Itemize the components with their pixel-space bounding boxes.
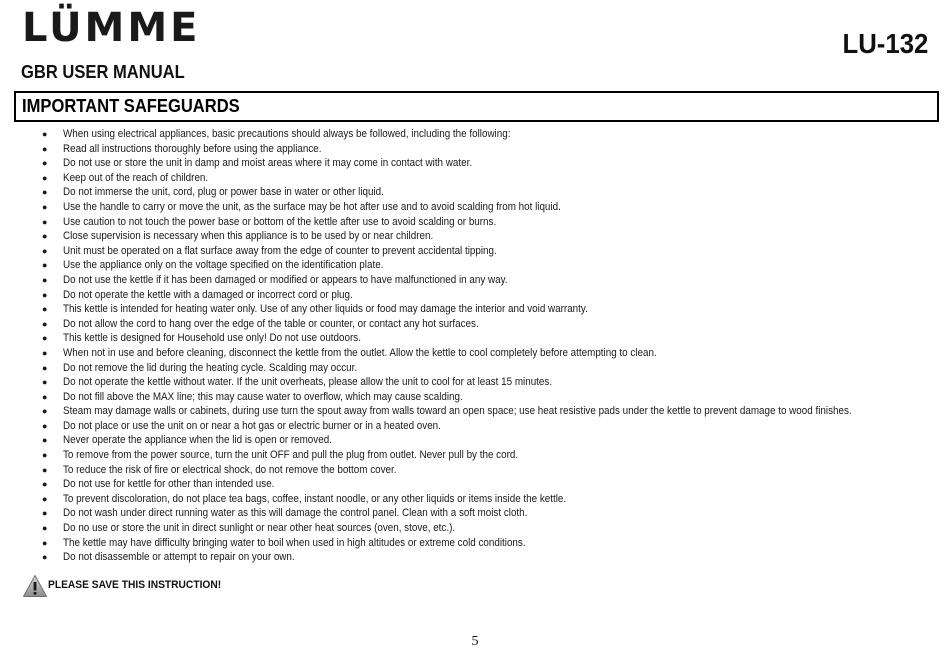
- safeguard-item: [0, 302, 950, 317]
- safeguard-text: Never operate the appliance when the lid is open or removed.: [63, 434, 332, 447]
- bullet-icon: ●: [42, 216, 48, 227]
- safeguard-item: [0, 404, 950, 419]
- bullet-icon: ●: [42, 318, 48, 329]
- bullet-icon: ●: [42, 493, 48, 504]
- safeguard-item: [0, 375, 950, 390]
- safeguards-list: [0, 127, 950, 565]
- bullet-icon: ●: [42, 537, 48, 548]
- bullet-icon: ●: [42, 260, 48, 271]
- bullet-icon: ●: [42, 479, 48, 490]
- safeguard-item: [0, 142, 950, 157]
- page-number: 5: [471, 634, 479, 649]
- safeguard-text: When using electrical appliances, basic precautions should always be followed, including the following:: [63, 128, 511, 140]
- safeguard-text: Do not disassemble or attempt to repair on your own.: [63, 551, 295, 564]
- safeguard-text: Read all instructions thoroughly before using the appliance.: [63, 142, 322, 155]
- safeguard-text: Do not use for kettle for other than intended use.: [63, 478, 275, 491]
- safeguard-text: Do not wash under direct running water as this will damage the control panel. Clean with a soft moist cloth.: [63, 507, 528, 520]
- safeguard-item: [0, 185, 950, 200]
- safeguard-item: [0, 331, 950, 346]
- bullet-icon: ●: [42, 377, 48, 388]
- bullet-icon: ●: [42, 552, 48, 563]
- bullet-icon: ●: [42, 304, 48, 315]
- safeguard-text: Do not use or store the unit in damp and moist areas where it may come in contact with water.: [63, 157, 473, 170]
- bullet-icon: ●: [42, 274, 48, 285]
- safeguard-text: Steam may damage walls or cabinets, during use turn the spout away from walls toward an open space; use heat resistive pads under the kettle to prevent damage to wood finishes.: [63, 405, 852, 418]
- safeguard-text: Use the handle to carry or move the unit, as the surface may be hot after use and to avoid scalding from hot liquid.: [63, 200, 561, 213]
- safeguard-item: [0, 346, 950, 361]
- bullet-icon: ●: [42, 464, 48, 475]
- bullet-icon: ●: [42, 143, 48, 154]
- safeguard-item: [0, 258, 950, 273]
- bullet-icon: ●: [42, 245, 48, 256]
- safeguard-item: [0, 448, 950, 463]
- safeguard-item: [0, 244, 950, 259]
- safeguard-item: [0, 171, 950, 186]
- safeguard-text: When not in use and before cleaning, disconnect the kettle from the outlet. Allow the kettle to cool completely before attempting to clean.: [63, 346, 657, 359]
- safeguard-text: Do not operate the kettle with a damaged or incorrect cord or plug.: [63, 288, 353, 301]
- safeguard-text: Do not allow the cord to hang over the edge of the table or counter, or contact any hot surfaces.: [63, 317, 479, 330]
- bullet-icon: ●: [42, 523, 48, 534]
- section-header-box: [14, 91, 939, 122]
- model-number: LU-132: [842, 28, 928, 59]
- safeguard-item: [0, 229, 950, 244]
- bullet-icon: ●: [42, 172, 48, 183]
- safeguard-item: [0, 156, 950, 171]
- safeguard-text: The kettle may have difficulty bringing water to boil when used in high altitudes or extreme cold conditions.: [63, 536, 526, 549]
- safeguard-text: Do not remove the lid during the heating cycle. Scalding may occur.: [63, 361, 358, 374]
- safeguard-item: [0, 317, 950, 332]
- safeguard-item: [0, 536, 950, 551]
- safeguard-text: Use caution to not touch the power base or bottom of the kettle after use to avoid scalding or burns.: [63, 215, 497, 228]
- bullet-icon: ●: [42, 187, 48, 198]
- safeguard-text: Do not immerse the unit, cord, plug or power base in water or other liquid.: [63, 186, 384, 199]
- safeguard-text: Close supervision is necessary when this appliance is to be used by or near children.: [63, 230, 434, 243]
- bullet-icon: ●: [42, 289, 48, 300]
- bullet-icon: ●: [42, 450, 48, 461]
- safeguard-item: [0, 506, 950, 521]
- bullet-icon: ●: [42, 406, 48, 417]
- safeguard-item: [0, 419, 950, 434]
- bullet-icon: ●: [42, 201, 48, 212]
- section-title: IMPORTANT SAFEGUARDS: [22, 96, 240, 116]
- safeguard-text: Do not fill above the MAX line; this may cause water to overflow, which may cause scalding.: [63, 390, 463, 403]
- safeguard-item: [0, 463, 950, 478]
- safeguard-text: This kettle is designed for Household use only! Do not use outdoors.: [63, 332, 361, 345]
- bullet-icon: ●: [42, 129, 48, 139]
- safeguard-text: Use the appliance only on the voltage specified on the identification plate.: [63, 259, 384, 272]
- bullet-icon: ●: [42, 231, 48, 242]
- safeguard-item: [0, 288, 950, 303]
- bullet-icon: ●: [42, 362, 48, 373]
- safeguard-text: Do no use or store the unit in direct sunlight or near other heat sources (oven, stove, etc.).: [63, 522, 456, 535]
- brand-logo: LÜMME: [22, 5, 201, 51]
- manual-subtitle: GBR USER MANUAL: [21, 62, 185, 82]
- warning-text: PLEASE SAVE THIS INSTRUCTION!: [48, 579, 222, 591]
- safeguard-text: Unit must be operated on a flat surface away from the edge of counter to prevent accidental tipping.: [63, 244, 497, 257]
- bullet-icon: ●: [42, 333, 48, 344]
- safeguard-text: To prevent discoloration, do not place tea bags, coffee, instant noodle, or any other liquids or items inside the kettle.: [63, 492, 567, 505]
- safeguard-item: [0, 361, 950, 376]
- bullet-icon: ●: [42, 391, 48, 402]
- safeguard-item: [0, 550, 950, 565]
- safeguard-item: [0, 521, 950, 536]
- safeguard-item: [0, 390, 950, 405]
- safeguard-text: Do not use the kettle if it has been damaged or modified or appears to have malfunctioned in any way.: [63, 273, 508, 286]
- safeguard-item: [0, 433, 950, 448]
- safeguard-item: [0, 477, 950, 492]
- safeguard-text: To reduce the risk of fire or electrical shock, do not remove the bottom cover.: [63, 463, 397, 476]
- bullet-icon: ●: [42, 420, 48, 431]
- safeguard-item: [0, 127, 950, 142]
- bullet-icon: ●: [42, 435, 48, 446]
- warning-triangle-icon: [22, 574, 48, 598]
- safeguard-item: [0, 200, 950, 215]
- safeguard-text: To remove from the power source, turn the unit OFF and pull the plug from outlet. Never pull by the cord.: [63, 449, 519, 462]
- safeguard-text: Do not operate the kettle without water. If the unit overheats, please allow the unit to cool for at least 15 minutes.: [63, 376, 553, 389]
- safeguard-text: Do not place or use the unit on or near a hot gas or electric burner or in a heated oven.: [63, 419, 441, 432]
- bullet-icon: ●: [42, 508, 48, 519]
- bullet-icon: ●: [42, 158, 48, 169]
- bullet-icon: ●: [42, 347, 48, 358]
- safeguard-text: Keep out of the reach of children.: [63, 171, 209, 184]
- safeguard-item: [0, 273, 950, 288]
- safeguard-item: [0, 492, 950, 507]
- safeguard-text: This kettle is intended for heating water only. Use of any other liquids or food may damage the interior and void warranty.: [63, 303, 588, 316]
- safeguard-item: [0, 215, 950, 230]
